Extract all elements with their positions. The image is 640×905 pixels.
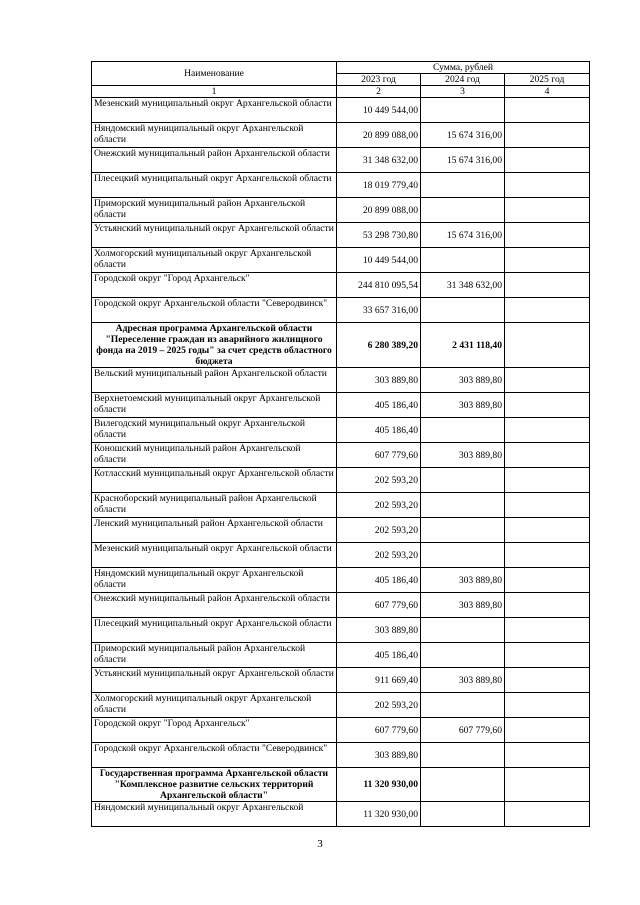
row-name: Городской округ "Город Архангельск" — [92, 718, 337, 743]
table-row — [92, 123, 590, 148]
amount-2025 — [505, 768, 590, 802]
amount-2023: 405 186,40 — [337, 418, 421, 443]
amount-2024: 607 779,60 — [421, 718, 505, 743]
amount-2025 — [505, 743, 590, 768]
row-name: Онежский муниципальный район Архангельской области — [92, 593, 337, 618]
row-name: Городской округ "Город Архангельск" — [92, 273, 337, 298]
amount-2025 — [505, 468, 590, 493]
amount-2023: 53 298 730,80 — [337, 223, 421, 248]
amount-2024: 303 889,80 — [421, 593, 505, 618]
table-row — [92, 198, 590, 223]
amount-2025 — [505, 568, 590, 593]
row-name: Красноборский муниципальный район Архангельской области — [92, 493, 337, 518]
header-year-2023: 2023 год — [337, 74, 421, 86]
amount-2025 — [505, 718, 590, 743]
amount-2025 — [505, 273, 590, 298]
amount-2023: 244 810 095,54 — [337, 273, 421, 298]
amount-2023: 202 593,20 — [337, 543, 421, 568]
row-name: Верхнетоемский муниципальный округ Архангельской области — [92, 393, 337, 418]
amount-2024 — [421, 743, 505, 768]
table-row — [92, 618, 590, 643]
amount-2023: 202 593,20 — [337, 518, 421, 543]
amount-2023: 11 320 930,00 — [337, 768, 421, 802]
row-name: Вельский муниципальный район Архангельской области — [92, 368, 337, 393]
table-row — [92, 693, 590, 718]
table-row — [92, 248, 590, 273]
table-row — [92, 368, 590, 393]
amount-2024 — [421, 618, 505, 643]
table-row — [92, 568, 590, 593]
table-row — [92, 173, 590, 198]
program-row — [92, 323, 590, 368]
table-row — [92, 643, 590, 668]
amount-2024 — [421, 468, 505, 493]
amount-2023: 18 019 779,40 — [337, 173, 421, 198]
amount-2025 — [505, 618, 590, 643]
amount-2024 — [421, 543, 505, 568]
amount-2024: 303 889,80 — [421, 368, 505, 393]
amount-2025 — [505, 393, 590, 418]
amount-2024: 15 674 316,00 — [421, 123, 505, 148]
column-number: 1 — [92, 86, 337, 98]
amount-2024: 15 674 316,00 — [421, 223, 505, 248]
row-name: Устьянский муниципальный округ Архангельской области — [92, 223, 337, 248]
amount-2023: 303 889,80 — [337, 743, 421, 768]
row-name: Котласский муниципальный округ Архангельской области — [92, 468, 337, 493]
table-row — [92, 273, 590, 298]
amount-2023: 405 186,40 — [337, 393, 421, 418]
page-number: 3 — [317, 838, 323, 850]
amount-2025 — [505, 148, 590, 173]
table-row — [92, 518, 590, 543]
amount-2023: 20 899 088,00 — [337, 123, 421, 148]
row-name: Няндомский муниципальный округ Архангельской области — [92, 568, 337, 593]
amount-2024 — [421, 518, 505, 543]
row-name: Вилегодский муниципальный округ Архангельской области — [92, 418, 337, 443]
amount-2023: 303 889,80 — [337, 618, 421, 643]
amount-2023: 11 320 930,00 — [337, 802, 421, 827]
row-name: Ленский муниципальный район Архангельской области — [92, 518, 337, 543]
table-row — [92, 668, 590, 693]
amount-2024 — [421, 693, 505, 718]
row-name: Городской округ Архангельской области "Северодвинск" — [92, 298, 337, 323]
table-row — [92, 493, 590, 518]
table-row — [92, 148, 590, 173]
amount-2023: 6 280 389,20 — [337, 323, 421, 368]
amount-2023: 10 449 544,00 — [337, 98, 421, 123]
amount-2024 — [421, 418, 505, 443]
row-name: Плесецкий муниципальный округ Архангельской области — [92, 173, 337, 198]
amount-2024 — [421, 298, 505, 323]
amount-2025 — [505, 323, 590, 368]
amount-2024 — [421, 493, 505, 518]
amount-2025 — [505, 493, 590, 518]
amount-2023: 31 348 632,00 — [337, 148, 421, 173]
amount-2023: 303 889,80 — [337, 368, 421, 393]
table-row — [92, 543, 590, 568]
amount-2025 — [505, 643, 590, 668]
amount-2024: 303 889,80 — [421, 443, 505, 468]
row-name: Няндомский муниципальный округ Архангельской — [92, 802, 337, 827]
row-name: Плесецкий муниципальный округ Архангельской области — [92, 618, 337, 643]
table-row — [92, 468, 590, 493]
amount-2024: 303 889,80 — [421, 668, 505, 693]
header-year-2025: 2025 год — [505, 74, 590, 86]
row-name: Коношский муниципальный район Архангельской области — [92, 443, 337, 468]
table-row — [92, 743, 590, 768]
table-row — [92, 298, 590, 323]
amount-2024 — [421, 248, 505, 273]
amount-2023: 20 899 088,00 — [337, 198, 421, 223]
amount-2024: 303 889,80 — [421, 393, 505, 418]
row-name: Холмогорский муниципальный округ Архангельской области — [92, 693, 337, 718]
amount-2024: 2 431 118,40 — [421, 323, 505, 368]
row-name: Адресная программа Архангельской области "Переселение граждан из аварийного жилищного фонда на 2019 – 2025 годы" за счет средств областного бюджета — [92, 323, 337, 368]
amount-2023: 405 186,40 — [337, 568, 421, 593]
amount-2025 — [505, 123, 590, 148]
row-name: Няндомский муниципальный округ Архангельской области — [92, 123, 337, 148]
table-row — [92, 418, 590, 443]
table-row — [92, 718, 590, 743]
table-row — [92, 223, 590, 248]
amount-2025 — [505, 543, 590, 568]
amount-2025 — [505, 443, 590, 468]
amount-2024: 15 674 316,00 — [421, 148, 505, 173]
amount-2024 — [421, 768, 505, 802]
amount-2023: 10 449 544,00 — [337, 248, 421, 273]
amount-2025 — [505, 693, 590, 718]
amount-2025 — [505, 223, 590, 248]
amount-2023: 202 593,20 — [337, 693, 421, 718]
column-number: 3 — [421, 86, 505, 98]
row-name: Мезенский муниципальный округ Архангельской области — [92, 543, 337, 568]
amount-2024 — [421, 802, 505, 827]
row-name: Государственная программа Архангельской области "Комплексное развитие сельских территорий Архангельской области" — [92, 768, 337, 802]
amount-2025 — [505, 98, 590, 123]
amount-2023: 607 779,60 — [337, 443, 421, 468]
amount-2024: 31 348 632,00 — [421, 273, 505, 298]
amount-2025 — [505, 593, 590, 618]
amount-2023: 33 657 316,00 — [337, 298, 421, 323]
amount-2023: 202 593,20 — [337, 493, 421, 518]
header-year-2024: 2024 год — [421, 74, 505, 86]
amount-2025 — [505, 248, 590, 273]
amount-2025 — [505, 418, 590, 443]
row-name: Мезенский муниципальный округ Архангельской области — [92, 98, 337, 123]
amount-2024: 303 889,80 — [421, 568, 505, 593]
amount-2023: 405 186,40 — [337, 643, 421, 668]
row-name: Приморский муниципальный район Архангельской области — [92, 198, 337, 223]
table-row — [92, 802, 590, 827]
amount-2023: 607 779,60 — [337, 718, 421, 743]
column-number: 4 — [505, 86, 590, 98]
table-row — [92, 443, 590, 468]
amount-2025 — [505, 173, 590, 198]
row-name: Холмогорский муниципальный округ Архангельской области — [92, 248, 337, 273]
header-sum: Сумма, рублей — [337, 62, 590, 74]
row-name: Онежский муниципальный район Архангельской области — [92, 148, 337, 173]
amount-2025 — [505, 298, 590, 323]
table-row — [92, 98, 590, 123]
row-name: Городской округ Архангельской области "Северодвинск" — [92, 743, 337, 768]
amount-2023: 911 669,40 — [337, 668, 421, 693]
amount-2024 — [421, 643, 505, 668]
amount-2025 — [505, 518, 590, 543]
program-row — [92, 768, 590, 802]
row-name: Устьянский муниципальный округ Архангельской области — [92, 668, 337, 693]
row-name: Приморский муниципальный район Архангельской области — [92, 643, 337, 668]
amount-2024 — [421, 98, 505, 123]
table-row — [92, 593, 590, 618]
amount-2025 — [505, 198, 590, 223]
amount-2024 — [421, 173, 505, 198]
budget-table — [91, 61, 590, 827]
amount-2025 — [505, 802, 590, 827]
column-number: 2 — [337, 86, 421, 98]
header-name: Наименование — [92, 62, 337, 86]
table-row — [92, 393, 590, 418]
amount-2024 — [421, 198, 505, 223]
amount-2025 — [505, 668, 590, 693]
amount-2023: 202 593,20 — [337, 468, 421, 493]
amount-2023: 607 779,60 — [337, 593, 421, 618]
amount-2025 — [505, 368, 590, 393]
table-body — [92, 98, 590, 827]
